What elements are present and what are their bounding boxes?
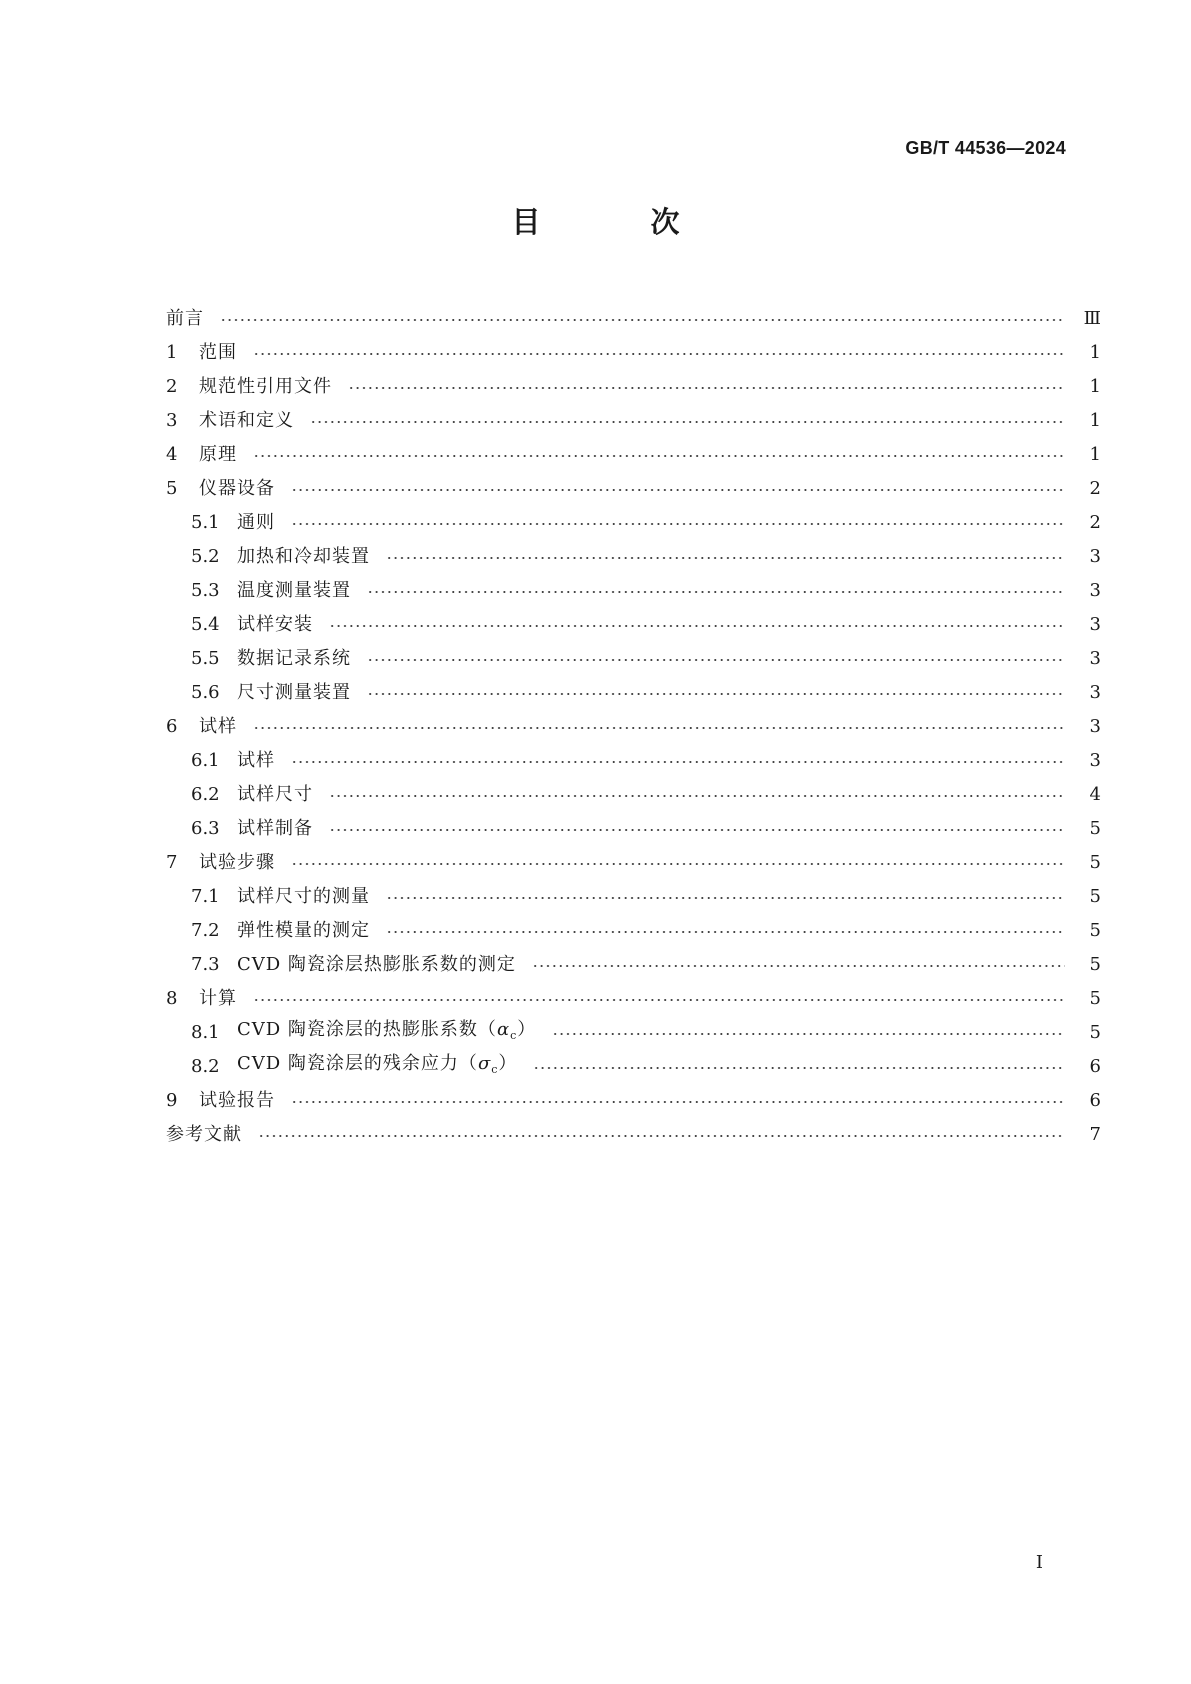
toc-entry-page: 1 (1089, 376, 1101, 397)
toc-entry-6-1[interactable] (166, 744, 1101, 778)
toc-entry-4[interactable] (166, 438, 1101, 472)
toc-leader (291, 1101, 1065, 1103)
toc-entry-6-2[interactable] (166, 778, 1101, 812)
sigma-symbol: σ (477, 1053, 492, 1074)
toc-leader (552, 1033, 1065, 1035)
toc-entry-number: 9 (166, 1090, 178, 1111)
toc-entry-page: 3 (1089, 750, 1101, 771)
toc-entry-label: 试样安装 (237, 614, 313, 635)
toc-entry-number: 7.3 (191, 954, 220, 975)
page-title: 目 次 (511, 205, 730, 239)
toc-entry-label: 弹性模量的测定 (237, 920, 370, 941)
toc-entry-label: 范围 (199, 342, 237, 363)
toc-entry-page: 4 (1089, 784, 1101, 805)
toc-leader (348, 387, 1065, 389)
toc-entry-page: 1 (1089, 410, 1101, 431)
toc-entry-label: 试样制备 (237, 818, 313, 839)
toc-entry-page: 6 (1089, 1090, 1101, 1111)
toc-entry-number: 7.2 (191, 920, 220, 941)
toc-entry-label-end: ） (498, 1053, 518, 1074)
toc-entry-page: 7 (1089, 1124, 1101, 1145)
toc-entry-number: 8.1 (191, 1022, 220, 1043)
toc-entry-number: 5.6 (191, 682, 220, 703)
toc-leader (291, 523, 1065, 525)
toc-entry-number: 5.3 (191, 580, 220, 601)
toc-entry-number: 7.1 (191, 886, 220, 907)
toc-entry-page: 6 (1089, 1056, 1101, 1077)
toc-leader (291, 489, 1065, 491)
toc-leader (533, 1067, 1065, 1069)
toc-entry-8-2[interactable] (166, 1050, 1101, 1084)
toc-entry-label (237, 1047, 517, 1087)
toc-entry-foreword[interactable] (166, 302, 1101, 336)
toc-entry-page: 1 (1089, 342, 1101, 363)
toc-entry-page: 3 (1089, 614, 1101, 635)
toc-entry-label-text: CVD 陶瓷涂层的热膨胀系数（ (237, 1019, 497, 1040)
toc-entry-page: 5 (1089, 1022, 1101, 1043)
toc-entry-number: 6 (166, 716, 178, 737)
toc-entry-number: 3 (166, 410, 178, 431)
toc-entry-5-2[interactable] (166, 540, 1101, 574)
toc-entry-7-2[interactable] (166, 914, 1101, 948)
toc-leader (310, 421, 1065, 423)
toc-entry-number: 8 (166, 988, 178, 1009)
toc-entry-page: 3 (1089, 682, 1101, 703)
toc-leader (386, 557, 1065, 559)
toc-entry-8-1[interactable] (166, 1016, 1101, 1050)
toc-entry-6[interactable] (166, 710, 1101, 744)
toc-entry-7-3[interactable] (166, 948, 1101, 982)
toc-entry-label: 试验步骤 (199, 852, 275, 873)
toc-entry-page: 5 (1089, 818, 1101, 839)
toc-entry-number: 5.5 (191, 648, 220, 669)
page-folio: Ⅰ (1035, 1552, 1043, 1573)
toc-leader (329, 795, 1065, 797)
toc-entry-label: 温度测量装置 (237, 580, 351, 601)
toc-leader (220, 319, 1065, 321)
toc-leader (253, 727, 1065, 729)
toc-entry-label: 原理 (199, 444, 237, 465)
toc-entry-label: CVD 陶瓷涂层热膨胀系数的测定 (237, 954, 516, 975)
standard-code: GB/T 44536—2024 (905, 138, 1066, 158)
toc-entry-number: 5.4 (191, 614, 220, 635)
toc-entry-label-end: ） (517, 1019, 537, 1040)
table-of-contents (166, 302, 1101, 1152)
toc-entry-page: 1 (1089, 444, 1101, 465)
subscript-c: c (510, 1029, 518, 1042)
subscript-c: c (491, 1063, 499, 1076)
toc-leader (532, 965, 1065, 967)
toc-entry-7[interactable] (166, 846, 1101, 880)
toc-entry-number: 6.3 (191, 818, 220, 839)
toc-entry-label: 试验报告 (199, 1090, 275, 1111)
toc-entry-label: 术语和定义 (199, 410, 294, 431)
toc-entry-label: 试样尺寸 (237, 784, 313, 805)
toc-entry-number: 5.2 (191, 546, 220, 567)
toc-leader (386, 931, 1065, 933)
toc-leader (253, 353, 1065, 355)
toc-leader (329, 625, 1065, 627)
toc-entry-page: 2 (1089, 512, 1101, 533)
toc-entry-label: 试样尺寸的测量 (237, 886, 370, 907)
toc-entry-label: 尺寸测量装置 (237, 682, 351, 703)
toc-entry-5-3[interactable] (166, 574, 1101, 608)
toc-entry-page: Ⅲ (1083, 308, 1101, 329)
toc-entry-page: 3 (1089, 580, 1101, 601)
toc-leader (253, 999, 1065, 1001)
toc-entry-5-1[interactable] (166, 506, 1101, 540)
toc-entry-number: 7 (166, 852, 178, 873)
toc-leader (253, 455, 1065, 457)
toc-entry-5-6[interactable] (166, 676, 1101, 710)
toc-entry-number: 5 (166, 478, 178, 499)
toc-entry-page: 5 (1089, 886, 1101, 907)
toc-entry-page: 5 (1089, 988, 1101, 1009)
toc-entry-number: 8.2 (191, 1056, 220, 1077)
toc-entry-page: 2 (1089, 478, 1101, 499)
toc-entry-label: 加热和冷却装置 (237, 546, 370, 567)
toc-entry-9[interactable] (166, 1084, 1101, 1118)
toc-entry-number: 6.1 (191, 750, 220, 771)
toc-entry-label-text: CVD 陶瓷涂层的残余应力（ (237, 1053, 478, 1074)
toc-entry-label: 参考文献 (166, 1124, 242, 1145)
toc-entry-number: 4 (166, 444, 178, 465)
toc-entry-2[interactable] (166, 370, 1101, 404)
toc-entry-8[interactable] (166, 982, 1101, 1016)
toc-entry-page: 3 (1089, 546, 1101, 567)
toc-leader (291, 863, 1065, 865)
toc-entry-page: 5 (1089, 954, 1101, 975)
toc-entry-label: 试样 (237, 750, 275, 771)
toc-leader (258, 1135, 1065, 1137)
toc-entry-page: 3 (1089, 716, 1101, 737)
toc-leader (367, 659, 1065, 661)
toc-leader (367, 591, 1065, 593)
toc-entry-6-3[interactable] (166, 812, 1101, 846)
toc-entry-page: 5 (1089, 920, 1101, 941)
toc-entry-5-4[interactable] (166, 608, 1101, 642)
toc-entry-number: 6.2 (191, 784, 220, 805)
alpha-symbol: α (496, 1019, 511, 1040)
toc-leader (291, 761, 1065, 763)
toc-entry-label: 规范性引用文件 (199, 376, 332, 397)
toc-entry-label: 仪器设备 (199, 478, 275, 499)
toc-entry-page: 3 (1089, 648, 1101, 669)
toc-entry-5[interactable] (166, 472, 1101, 506)
toc-entry-1[interactable] (166, 336, 1101, 370)
toc-entry-number: 5.1 (191, 512, 220, 533)
toc-entry-bibliography[interactable] (166, 1118, 1101, 1152)
toc-leader (367, 693, 1065, 695)
toc-entry-5-5[interactable] (166, 642, 1101, 676)
toc-entry-7-1[interactable] (166, 880, 1101, 914)
toc-entry-label: 数据记录系统 (237, 648, 351, 669)
toc-entry-3[interactable] (166, 404, 1101, 438)
toc-entry-label: 通则 (237, 512, 275, 533)
toc-entry-label: 试样 (199, 716, 237, 737)
toc-leader (329, 829, 1065, 831)
toc-entry-label: 计算 (199, 988, 237, 1009)
toc-entry-page: 5 (1089, 852, 1101, 873)
toc-leader (386, 897, 1065, 899)
toc-entry-label: 前言 (166, 308, 204, 329)
toc-entry-number: 1 (166, 342, 178, 363)
toc-entry-number: 2 (166, 376, 178, 397)
